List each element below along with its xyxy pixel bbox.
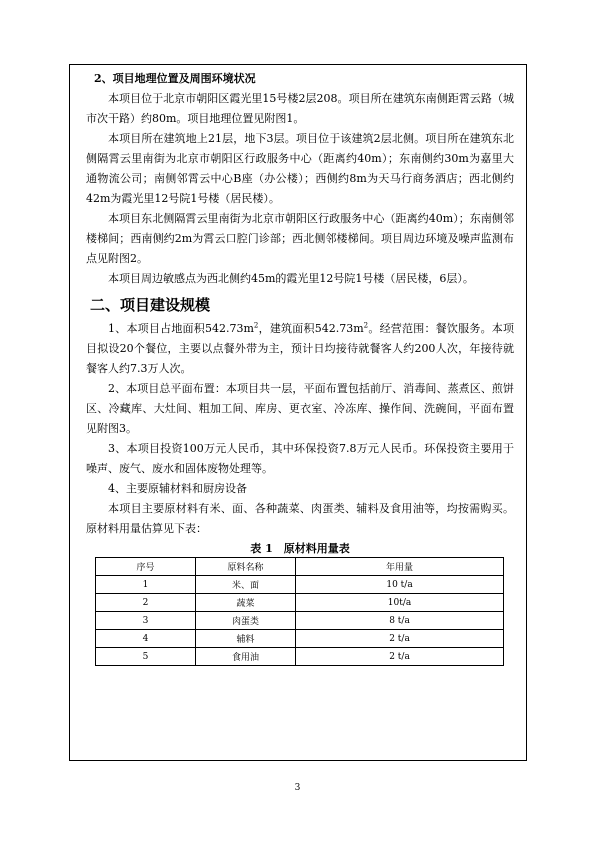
table-row xyxy=(96,576,504,594)
table-cell: 食用油 xyxy=(195,648,295,666)
table-row xyxy=(96,594,504,612)
scale-paragraph-2: 2、本项目总平面布置：本项目共一层，平面布置包括前厅、消毒间、蒸煮区、煎饼区、冷藏库、大灶间、粗加工间、库房、更衣室、冷冻库、操作间、洗碗间，平面布置见附图3。 xyxy=(86,382,514,435)
table-row xyxy=(96,630,504,648)
table-cell: 5 xyxy=(96,648,196,666)
location-heading: 2、项目地理位置及周围环境状况 xyxy=(94,72,256,85)
location-paragraph-2: 本项目所在建筑地上21层，地下3层。项目位于该建筑2层北侧。项目所在建筑东北侧隔霄云里南街为北京市朝阳区行政服务中心（距离约40m）；东南侧约30m为嘉里大通物流公司；南侧邻霄云中心B座（办公楼）；西侧约8m为天马行商务酒店；西北侧约42m为霞光里12号院1号楼（居民楼）。 xyxy=(86,132,514,205)
table-cell: 10 t/a xyxy=(296,576,504,594)
scale-paragraph-4: 4、主要原辅材料和厨房设备 xyxy=(108,482,247,495)
scale-p1-text-a: 1、本项目占地面积542.73m xyxy=(108,322,254,335)
scale-paragraph-1 xyxy=(86,319,514,379)
location-paragraph-4: 本项目周边敏感点为西北侧约45m的霞光里12号院1号楼（居民楼，6层）。 xyxy=(108,272,474,285)
scale-heading: 二、项目建设规模 xyxy=(90,296,211,314)
scale-p1-text-b: ，建筑面积542.73m xyxy=(258,322,364,335)
location-paragraph-3: 本项目东北侧隔霄云里南街为北京市朝阳区行政服务中心（距离约40m）；东南侧邻楼梯间；西南侧约2m为霄云口腔门诊部；西北侧邻楼梯间。项目周边环境及噪声监测布点见附图2。 xyxy=(86,212,514,265)
table-cell: 8 t/a xyxy=(296,612,504,630)
table-header-cell: 原料名称 xyxy=(195,558,295,576)
table-cell: 2 xyxy=(96,594,196,612)
scale-p1-text-c: 。经营范围：餐饮服务。本项目拟设20个餐位，主要以点餐外带为主，预计日均接待就餐客人约200人次，年接待就餐客人约7.3万人次。 xyxy=(86,322,515,375)
scale-paragraph-3: 3、本项目投资100万元人民币，其中环保投资7.8万元人民币。环保投资主要用于噪声、废气、废水和固体废物处理等。 xyxy=(86,442,514,475)
table-header-row xyxy=(96,558,504,576)
table-cell: 肉蛋类 xyxy=(195,612,295,630)
table-cell: 10t/a xyxy=(296,594,504,612)
page-content xyxy=(86,69,514,666)
table-cell: 2 t/a xyxy=(296,630,504,648)
page-number: 3 xyxy=(294,783,301,793)
scale-paragraph-5: 本项目主要原材料有米、面、各种蔬菜、肉蛋类、辅料及食用油等，均按需购买。原材料用量估算见下表： xyxy=(86,502,514,535)
table-row xyxy=(96,648,504,666)
table-row xyxy=(96,612,504,630)
table-cell: 4 xyxy=(96,630,196,648)
location-paragraph-1: 本项目位于北京市朝阳区霞光里15号楼2层208。项目所在建筑东南侧距霄云路（城市次干路）约80m。项目地理位置见附图1。 xyxy=(86,92,514,125)
table-cell: 2 t/a xyxy=(296,648,504,666)
table-header-cell: 序号 xyxy=(96,558,196,576)
superscript: 2 xyxy=(363,321,369,330)
table-cell: 1 xyxy=(96,576,196,594)
table-header-cell: 年用量 xyxy=(296,558,504,576)
table-cell: 蔬菜 xyxy=(195,594,295,612)
table-cell: 米、面 xyxy=(195,576,295,594)
table-cell: 辅料 xyxy=(195,630,295,648)
table-caption: 表 1 原材料用量表 xyxy=(250,542,350,555)
table-cell: 3 xyxy=(96,612,196,630)
superscript: 2 xyxy=(253,321,259,330)
page-frame xyxy=(69,64,527,761)
materials-table xyxy=(95,557,504,666)
